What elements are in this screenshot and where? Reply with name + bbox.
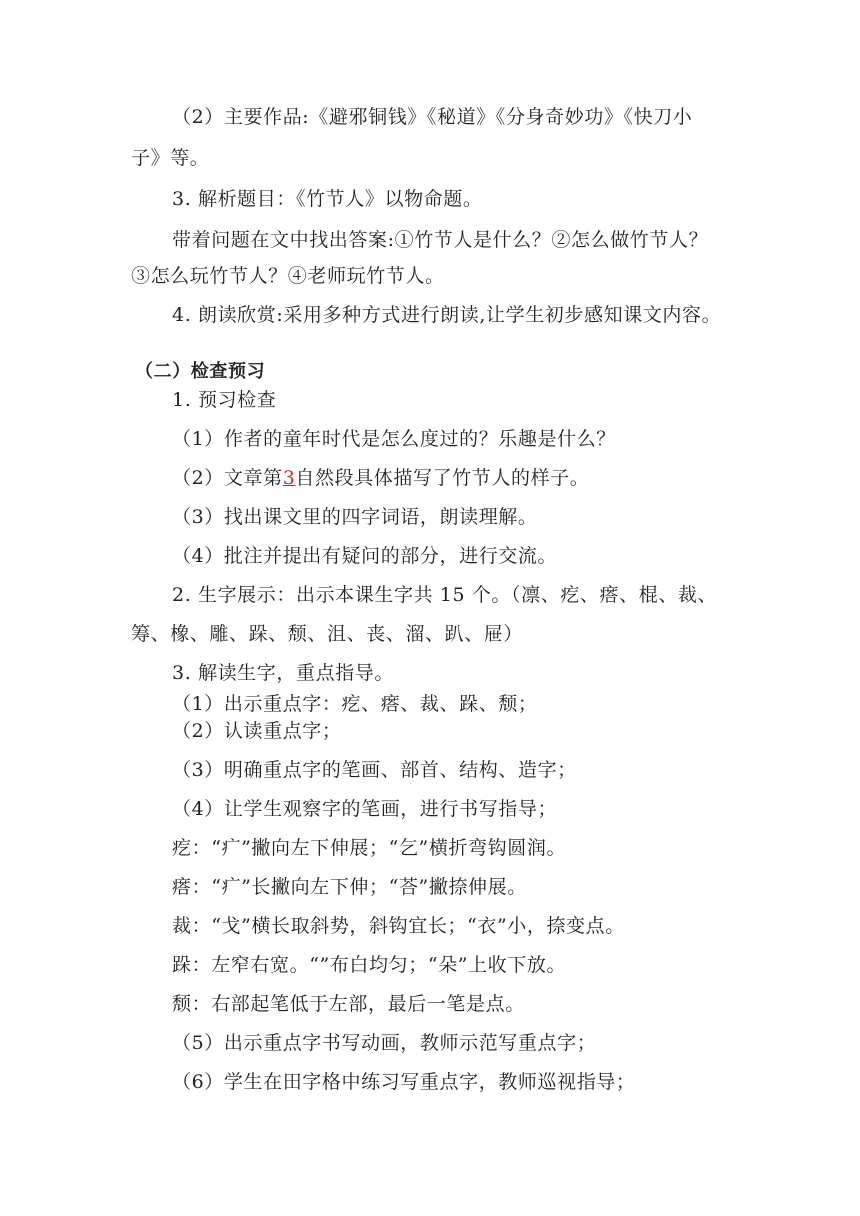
questions-line-cont: ③怎么玩竹节人？④老师玩竹节人。 bbox=[131, 265, 445, 287]
interpret-chars-line: 3. 解读生字，重点指导。 bbox=[172, 662, 394, 684]
step-5: （5）出示重点字书写动画，教师示范写重点字； bbox=[172, 1032, 597, 1054]
step-1: （1）出示重点字：疙、瘩、裁、跺、颓； bbox=[172, 693, 538, 715]
preview-item-2-suffix: 自然段具体描写了竹节人的样子。 bbox=[295, 467, 590, 489]
step-4: （4）让学生观察字的笔画，进行书写指导； bbox=[172, 798, 558, 820]
reading-line: 4. 朗读欣赏:采用多种方式进行朗读,让学生初步感知课文内容。 bbox=[172, 304, 722, 326]
step-2: （2）认读重点字； bbox=[172, 720, 342, 742]
char-note-cai: 裁：“戈”横长取斜势，斜钩宜长；“衣”小，捺变点。 bbox=[172, 915, 625, 937]
new-chars-line: 2. 生字展示：出示本课生字共 15 个。（凛、疙、瘩、棍、裁、 bbox=[172, 584, 718, 606]
char-note-duo: 跺：左窄右宽。“”布白均匀；“朵”上收下放。 bbox=[172, 954, 567, 976]
section-heading: （二）检查预习 bbox=[135, 361, 266, 382]
step-3: （3）明确重点字的笔画、部首、结构、造字； bbox=[172, 759, 577, 781]
title-analysis-line: 3. 解析题目：《竹节人》以物命题。 bbox=[172, 188, 483, 210]
works-line-cont: 子》等。 bbox=[131, 147, 210, 169]
preview-item-1: （1）作者的童年时代是怎么度过的？乐趣是什么？ bbox=[172, 428, 616, 450]
char-note-da: 瘩：“疒”长撇向左下伸；“荅”撇捺伸展。 bbox=[172, 876, 527, 898]
paragraph-number: 3 bbox=[282, 467, 296, 489]
preview-item-4: （4）批注并提出有疑问的部分，进行交流。 bbox=[172, 545, 558, 567]
char-note-tui: 颓：右部起笔低于左部，最后一笔是点。 bbox=[172, 993, 525, 1015]
char-note-ge: 疙：“疒”撇向左下伸展；“乞”横折弯钩圆润。 bbox=[172, 837, 567, 859]
preview-check-line: 1. 预习检查 bbox=[172, 389, 277, 411]
step-6: （6）学生在田字格中练习写重点字，教师巡视指导； bbox=[172, 1071, 636, 1093]
questions-line: 带着问题在文中找出答案:①竹节人是什么？②怎么做竹节人？ bbox=[172, 229, 709, 251]
preview-item-2 bbox=[172, 466, 589, 490]
new-chars-line-cont: 筹、橡、雕、跺、颓、沮、丧、溜、趴、屉） bbox=[131, 623, 524, 645]
preview-item-3: （3）找出课文里的四字词语，朗读理解。 bbox=[172, 506, 538, 528]
preview-item-2-prefix: （2）文章第 bbox=[172, 467, 283, 489]
works-line: （2）主要作品:《避邪铜钱》《秘道》《分身奇妙功》《快刀小 bbox=[172, 106, 693, 128]
